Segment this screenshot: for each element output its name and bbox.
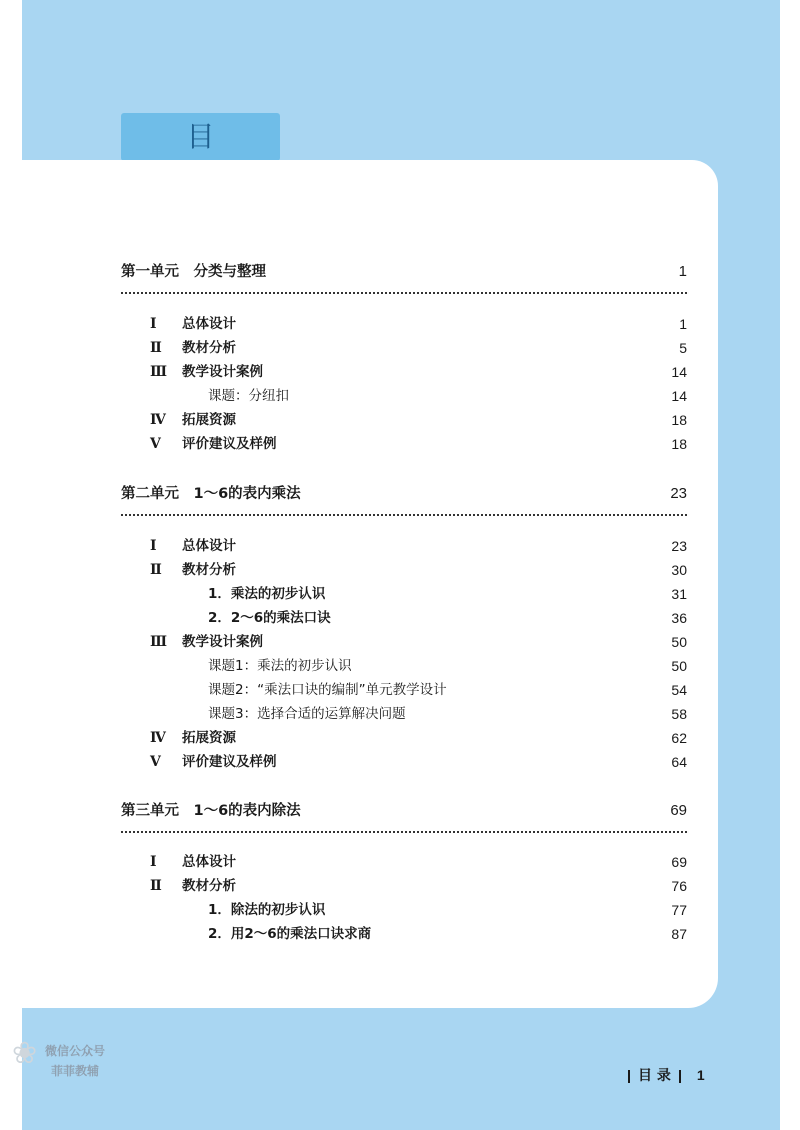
toc-entry[interactable] <box>0 874 800 898</box>
toc-entry[interactable] <box>0 850 800 874</box>
entry-page-number: 30 <box>671 562 687 578</box>
section-numeral: Ⅴ <box>150 436 161 452</box>
entry-page-number: 87 <box>671 926 687 942</box>
dotted-divider <box>121 514 687 516</box>
watermark <box>6 1030 116 1090</box>
section-numeral: Ⅱ <box>150 562 162 578</box>
toc-unit-heading[interactable] <box>0 258 800 286</box>
toc-title: 目 <box>186 120 245 153</box>
footer-divider <box>679 1070 681 1083</box>
subentry-title: 课题：分纽扣 <box>208 388 289 404</box>
subentry-title: 2．2～6的乘法口诀 <box>208 610 331 626</box>
section-title: 评价建议及样例 <box>182 436 277 452</box>
subentry-title: 1．乘法的初步认识 <box>208 586 326 602</box>
page-footer <box>620 1062 705 1088</box>
toc-subentry[interactable] <box>0 654 800 678</box>
section-title: 教材分析 <box>182 562 236 578</box>
entry-page-number: 62 <box>671 730 687 746</box>
watermark-feather-icon: ❀ <box>12 1036 38 1071</box>
entry-page-number: 36 <box>671 610 687 626</box>
toc-entry[interactable] <box>0 750 800 774</box>
entry-page-number: 18 <box>671 412 687 428</box>
toc-subentry[interactable] <box>0 922 800 946</box>
toc-subentry[interactable] <box>0 606 800 630</box>
unit-title: 第三单元 1～6的表内除法 <box>121 803 301 819</box>
toc-entry[interactable] <box>0 432 800 456</box>
section-title: 拓展资源 <box>182 730 236 746</box>
toc-subentry[interactable] <box>0 678 800 702</box>
entry-page-number: 58 <box>671 706 687 722</box>
dotted-divider <box>121 292 687 294</box>
subentry-title: 课题1：乘法的初步认识 <box>208 658 352 674</box>
entry-page-number: 14 <box>671 364 687 380</box>
footer-page-number: 1 <box>696 1067 705 1083</box>
toc-unit-heading[interactable] <box>0 480 800 508</box>
section-title: 教学设计案例 <box>182 364 263 380</box>
subentry-title: 1．除法的初步认识 <box>208 902 326 918</box>
section-title: 教学设计案例 <box>182 634 263 650</box>
entry-page-number: 69 <box>671 854 687 870</box>
entry-page-number: 50 <box>671 658 687 674</box>
section-numeral: Ⅰ <box>150 538 157 554</box>
unit-page-number: 23 <box>670 485 687 502</box>
section-numeral: Ⅳ <box>150 412 166 428</box>
section-title: 总体设计 <box>182 854 236 870</box>
section-numeral: Ⅱ <box>150 878 162 894</box>
toc-entry[interactable] <box>0 726 800 750</box>
toc-entry[interactable] <box>0 630 800 654</box>
entry-page-number: 1 <box>679 316 687 332</box>
section-title: 总体设计 <box>182 316 236 332</box>
toc-entry[interactable] <box>0 360 800 384</box>
section-numeral: Ⅳ <box>150 730 166 746</box>
section-title: 总体设计 <box>182 538 236 554</box>
section-numeral: Ⅲ <box>150 364 168 380</box>
entry-page-number: 23 <box>671 538 687 554</box>
unit-title: 第一单元 分类与整理 <box>121 264 266 280</box>
entry-page-number: 31 <box>671 586 687 602</box>
watermark-line-1: 微信公众号 <box>44 1044 105 1058</box>
section-numeral: Ⅱ <box>150 340 162 356</box>
entry-page-number: 5 <box>679 340 687 356</box>
section-numeral: Ⅰ <box>150 854 157 870</box>
toc-subentry[interactable] <box>0 384 800 408</box>
toc-entry[interactable] <box>0 534 800 558</box>
toc-entry[interactable] <box>0 312 800 336</box>
section-title: 教材分析 <box>182 340 236 356</box>
toc-subentry[interactable] <box>0 898 800 922</box>
section-numeral: Ⅰ <box>150 316 157 332</box>
entry-page-number: 77 <box>671 902 687 918</box>
section-numeral: Ⅲ <box>150 634 168 650</box>
toc-unit-heading[interactable] <box>0 797 800 825</box>
unit-title: 第二单元 1～6的表内乘法 <box>121 486 301 502</box>
dotted-divider <box>121 831 687 833</box>
section-title: 教材分析 <box>182 878 236 894</box>
toc-entry[interactable] <box>0 336 800 360</box>
subentry-title: 2．用2～6的乘法口诀求商 <box>208 926 372 942</box>
subentry-title: 课题2：“乘法口诀的编制”单元教学设计 <box>208 682 447 698</box>
entry-page-number: 50 <box>671 634 687 650</box>
entry-page-number: 54 <box>671 682 687 698</box>
unit-page-number: 1 <box>678 263 687 280</box>
footer-label: 目 录 <box>638 1068 671 1084</box>
subentry-title: 课题3：选择合适的运算解决问题 <box>208 706 406 722</box>
section-title: 评价建议及样例 <box>182 754 277 770</box>
entry-page-number: 18 <box>671 436 687 452</box>
section-numeral: Ⅴ <box>150 754 161 770</box>
unit-page-number: 69 <box>670 802 687 819</box>
watermark-line-2: 菲菲教辅 <box>50 1064 99 1078</box>
entry-page-number: 14 <box>671 388 687 404</box>
toc-entry[interactable] <box>0 558 800 582</box>
footer-divider <box>628 1070 630 1083</box>
toc-entry[interactable] <box>0 408 800 432</box>
entry-page-number: 76 <box>671 878 687 894</box>
entry-page-number: 64 <box>671 754 687 770</box>
section-title: 拓展资源 <box>182 412 236 428</box>
toc-subentry[interactable] <box>0 582 800 606</box>
toc-subentry[interactable] <box>0 702 800 726</box>
